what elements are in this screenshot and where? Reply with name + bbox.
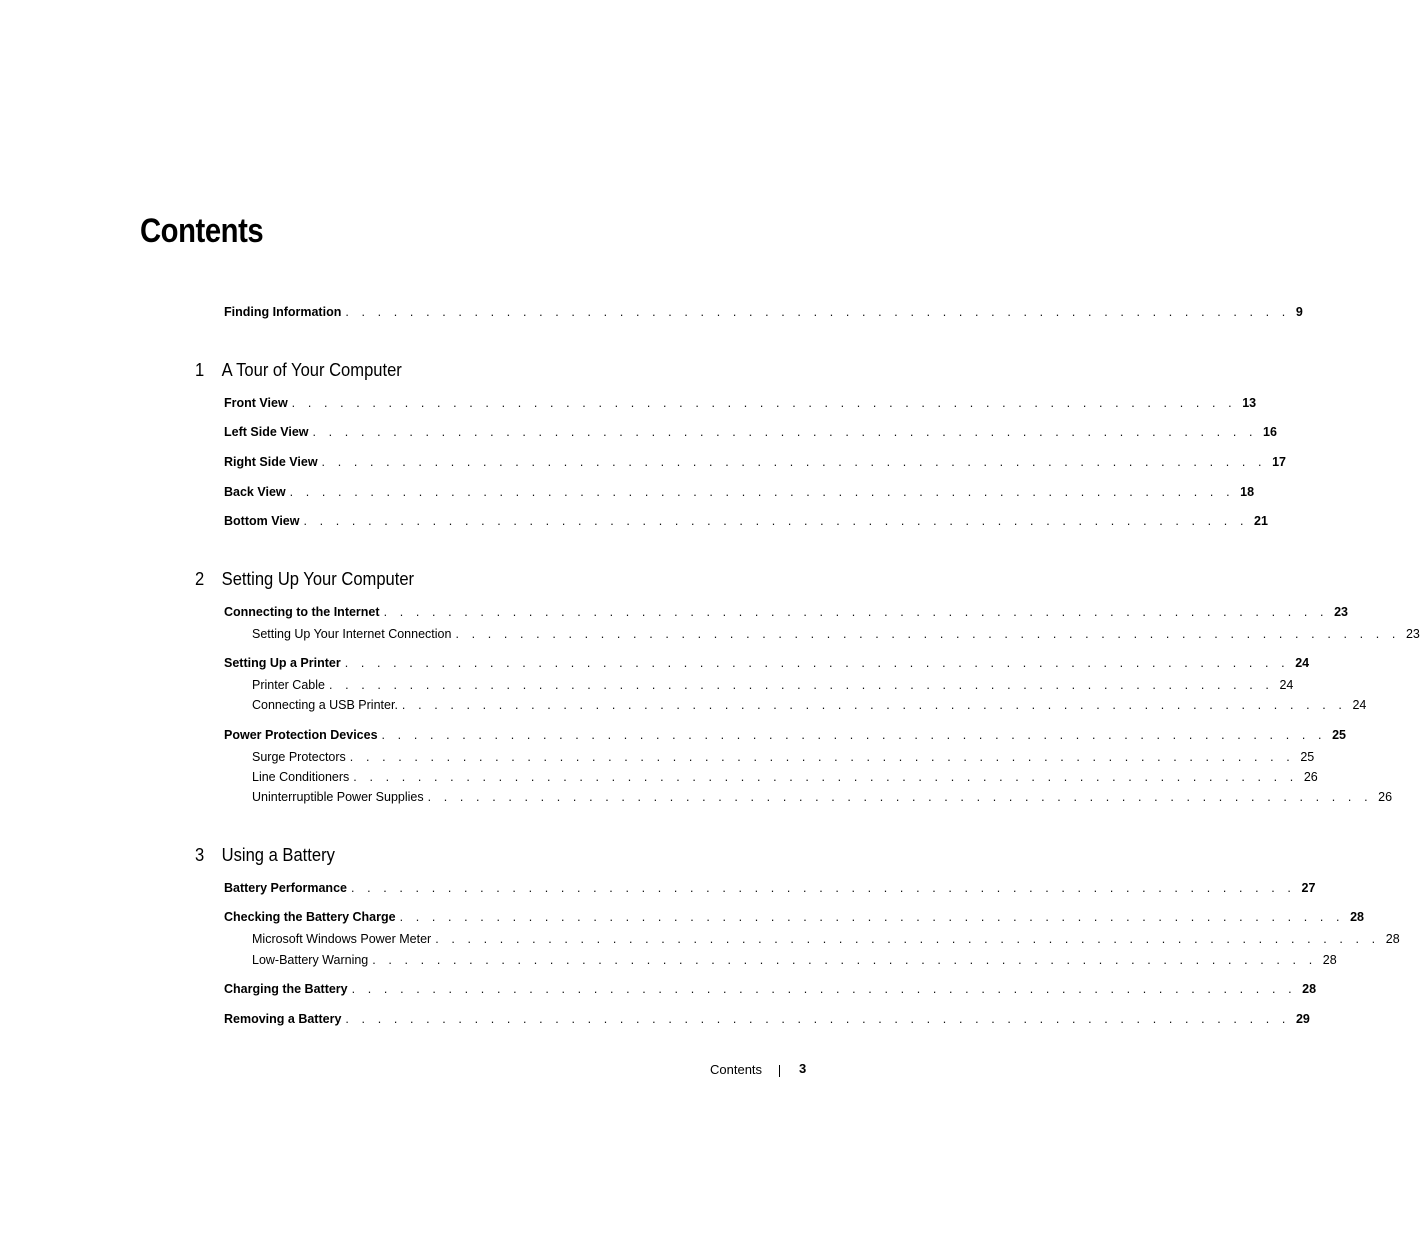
- toc-subentry[interactable]: [252, 627, 1420, 641]
- toc-entry-page: 17: [1272, 455, 1286, 469]
- toc-entry-label: Back View: [224, 485, 286, 499]
- toc-entry-page: 16: [1263, 425, 1277, 439]
- toc-entry-page: 27: [1301, 881, 1316, 895]
- chapter-title: A Tour of Your Computer: [221, 360, 402, 380]
- toc-subentry[interactable]: [252, 770, 1318, 784]
- toc-entry-page: 23: [1334, 605, 1348, 619]
- toc-entry-label: Connecting to the Internet: [224, 605, 380, 619]
- toc-entry-label: Checking the Battery Charge: [224, 910, 396, 924]
- toc-entry-label: Uninterruptible Power Supplies: [252, 790, 424, 804]
- toc-entry-label: Removing a Battery: [224, 1012, 342, 1026]
- toc-subentry[interactable]: [252, 932, 1400, 946]
- toc-entry[interactable]: [224, 605, 1348, 619]
- toc-entry-page: 13: [1242, 396, 1257, 410]
- leader-dots: . . . . . . . . . . . . . . . . . . . . . . . . . . . . . . . . . . . . . . . . . . . . . . . . . . . . . . . . . . .: [435, 932, 1380, 946]
- toc-entry-label: Power Protection Devices: [224, 728, 378, 742]
- toc-entry-label: Printer Cable: [252, 678, 325, 692]
- toc-entry-label: Right Side View: [224, 455, 318, 469]
- toc-subentry[interactable]: [252, 678, 1294, 692]
- toc-entry-page: 24: [1295, 656, 1310, 670]
- leader-dots: . . . . . . . . . . . . . . . . . . . . . . . . . . . . . . . . . . . . . . . . . . . . . . . . . . . . . . . . . . .: [291, 396, 1237, 410]
- toc-entry-page: 25: [1332, 728, 1346, 742]
- toc-subentry[interactable]: [252, 953, 1337, 967]
- leader-dots: . . . . . . . . . . . . . . . . . . . . . . . . . . . . . . . . . . . . . . . . . . . . . . . . . . . . . . . . . . .: [321, 455, 1267, 469]
- leader-dots: . . . . . . . . . . . . . . . . . . . . . . . . . . . . . . . . . . . . . . . . . . . . . . . . . . . . . . . . . . .: [350, 881, 1296, 895]
- leader-dots: . . . . . . . . . . . . . . . . . . . . . . . . . . . . . . . . . . . . . . . . . . . . . . . . . . . . . . . . . . .: [381, 728, 1327, 742]
- toc-entry-label: Battery Performance: [224, 881, 347, 895]
- toc-entry-label: Setting Up Your Internet Connection: [252, 627, 452, 641]
- toc-entry-page: 28: [1322, 953, 1337, 967]
- toc-entry[interactable]: [224, 305, 1303, 319]
- toc-entry-label: Surge Protectors: [252, 750, 346, 764]
- toc-entry-page: 29: [1295, 1012, 1310, 1026]
- leader-dots: . . . . . . . . . . . . . . . . . . . . . . . . . . . . . . . . . . . . . . . . . . . . . . . . . . . . . . . . . . .: [351, 982, 1297, 996]
- toc-entry[interactable]: [224, 910, 1365, 924]
- leader-dots: . . . . . . . . . . . . . . . . . . . . . . . . . . . . . . . . . . . . . . . . . . . . . . . . . . . . . . . . . . .: [303, 514, 1249, 528]
- toc-entry-label: Front View: [224, 396, 288, 410]
- toc-entry-label: Connecting a USB Printer.: [252, 698, 398, 712]
- leader-dots: . . . . . . . . . . . . . . . . . . . . . . . . . . . . . . . . . . . . . . . . . . . . . . . . . . . . . . . . . . .: [345, 305, 1290, 319]
- footer-section-label: Contents: [710, 1062, 763, 1077]
- toc-entry-page: 25: [1300, 750, 1315, 764]
- toc-subentry[interactable]: [252, 698, 1367, 712]
- leader-dots: . . . . . . . . . . . . . . . . . . . . . . . . . . . . . . . . . . . . . . . . . . . . . . . . . . . . . . . . . . .: [399, 910, 1345, 924]
- toc-entry[interactable]: [224, 425, 1277, 439]
- leader-dots: . . . . . . . . . . . . . . . . . . . . . . . . . . . . . . . . . . . . . . . . . . . . . . . . . . . . . . . . . . .: [289, 485, 1235, 499]
- leader-dots: . . . . . . . . . . . . . . . . . . . . . . . . . . . . . . . . . . . . . . . . . . . . . . . . . . . . . . . . . . .: [372, 953, 1317, 967]
- toc-entry-page: 28: [1302, 982, 1317, 996]
- chapter-number: 1: [195, 360, 205, 380]
- leader-dots: . . . . . . . . . . . . . . . . . . . . . . . . . . . . . . . . . . . . . . . . . . . . . . . . . . . . . . . . . . .: [344, 656, 1290, 670]
- leader-dots: . . . . . . . . . . . . . . . . . . . . . . . . . . . . . . . . . . . . . . . . . . . . . . . . . . . . . . . . . . .: [312, 425, 1258, 439]
- toc-entry-page: 24: [1352, 698, 1367, 712]
- toc-entry-page: 26: [1303, 770, 1318, 784]
- toc-entry[interactable]: [224, 982, 1317, 996]
- chapter-number: 2: [195, 569, 205, 589]
- toc-entry[interactable]: [224, 728, 1346, 742]
- toc-entry-label: Low-Battery Warning: [252, 953, 369, 967]
- chapter-number: 3: [195, 845, 205, 865]
- toc-entry-page: 26: [1378, 790, 1393, 804]
- toc-entry-page: 21: [1254, 514, 1268, 528]
- leader-dots: . . . . . . . . . . . . . . . . . . . . . . . . . . . . . . . . . . . . . . . . . . . . . . . . . . . . . . . . . . .: [455, 627, 1400, 641]
- chapter-heading[interactable]: [195, 569, 414, 590]
- toc-entry[interactable]: [224, 514, 1268, 528]
- chapter-heading[interactable]: [195, 845, 335, 866]
- toc-entry-label: Finding Information: [224, 305, 342, 319]
- page-title: Contents: [140, 212, 264, 250]
- toc-subentry[interactable]: [252, 750, 1315, 764]
- leader-dots: . . . . . . . . . . . . . . . . . . . . . . . . . . . . . . . . . . . . . . . . . . . . . . . . . . . . . . . . . . .: [328, 678, 1274, 692]
- toc-entry[interactable]: [224, 396, 1257, 410]
- toc-entry-page: 23: [1405, 627, 1420, 641]
- leader-dots: . . . . . . . . . . . . . . . . . . . . . . . . . . . . . . . . . . . . . . . . . . . . . . . . . . . . . . . . . . .: [353, 770, 1298, 784]
- toc-entry-label: Microsoft Windows Power Meter: [252, 932, 432, 946]
- chapter-title: Setting Up Your Computer: [221, 569, 415, 589]
- toc-subentry[interactable]: [252, 790, 1393, 804]
- footer-page-number: 3: [799, 1061, 807, 1076]
- leader-dots: . . . . . . . . . . . . . . . . . . . . . . . . . . . . . . . . . . . . . . . . . . . . . . . . . . . . . . . . . . .: [427, 790, 1373, 804]
- toc-entry[interactable]: [224, 485, 1255, 499]
- toc-entry-page: 28: [1385, 932, 1400, 946]
- toc-entry-label: Charging the Battery: [224, 982, 348, 996]
- chapter-heading[interactable]: [195, 360, 402, 381]
- toc-entry-page: 28: [1350, 910, 1365, 924]
- leader-dots: . . . . . . . . . . . . . . . . . . . . . . . . . . . . . . . . . . . . . . . . . . . . . . . . . . . . . . . . . . .: [345, 1012, 1290, 1026]
- leader-dots: . . . . . . . . . . . . . . . . . . . . . . . . . . . . . . . . . . . . . . . . . . . . . . . . . . . . . . . . . . .: [349, 750, 1295, 764]
- toc-entry[interactable]: [224, 1012, 1310, 1026]
- toc-entry-label: Left Side View: [224, 425, 309, 439]
- footer-divider: [779, 1065, 780, 1077]
- leader-dots: . . . . . . . . . . . . . . . . . . . . . . . . . . . . . . . . . . . . . . . . . . . . . . . . . . . . . . . . . . .: [401, 698, 1347, 712]
- toc-entry-page: 9: [1295, 305, 1303, 319]
- toc-entry[interactable]: [224, 455, 1286, 469]
- toc-entry-label: Bottom View: [224, 514, 300, 528]
- leader-dots: . . . . . . . . . . . . . . . . . . . . . . . . . . . . . . . . . . . . . . . . . . . . . . . . . . . . . . . . . . .: [383, 605, 1329, 619]
- toc-entry[interactable]: [224, 656, 1310, 670]
- toc-entry-label: Setting Up a Printer: [224, 656, 341, 670]
- toc-entry-label: Line Conditioners: [252, 770, 350, 784]
- toc-entry-page: 24: [1279, 678, 1294, 692]
- toc-entry[interactable]: [224, 881, 1316, 895]
- toc-entry-page: 18: [1240, 485, 1255, 499]
- chapter-title: Using a Battery: [221, 845, 335, 865]
